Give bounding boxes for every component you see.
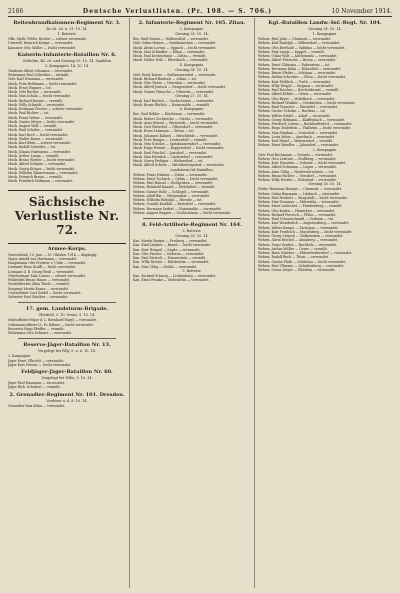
section-subheading: 3. Batterie. [182, 229, 202, 233]
casualty-entry: Musk. Bruno Werner — leicht verwundet. [8, 158, 76, 162]
section-heading: 2. Infanterie-Regiment Nr. 105. Zitau. [138, 20, 246, 26]
casualty-entry: Leutnant d. R. Georg Weiß — verwundet. [8, 269, 75, 274]
casualty-entry: Wehrm. Ernst Uhlmann — Rabenstein — tot. [258, 62, 331, 67]
casualty-entry: Musk. Hugo Wenzel — Ruppersdorf — leicht verwundet. [133, 146, 225, 151]
casualty-entry: Kan. Ernst Franke — Siebenlehn — verwundet. [133, 278, 210, 282]
casualty-entry: Major Arnold von Hartmann — verwundet. [8, 256, 78, 261]
casualty-entry: Wehrm. Otto Leistner — Stollberg — verwundet. [258, 156, 337, 161]
casualty-entry: Wehrm. Otto Berthold — Gablenz — leicht verwundet. [258, 45, 346, 50]
casualty-entry: Wehrm. Paul Ullmann — Scheibenberg — verwundet. [258, 263, 345, 268]
section-heading: Kaiserin-Infanterie-Bataillon Nr. 6. [17, 51, 117, 58]
casualty-entry: Wehrm. Bruno Pfeifer — Schönau — verwundet. [258, 71, 336, 75]
casualty-entry: Musk. Robert Zschiesche — Ostritz — verwundet. [133, 116, 214, 121]
casualty-entry: Wehrm. Alfred Schramm — Lugau — verwundet. [258, 165, 337, 170]
casualty-entry: Musk. Willy Schmidt — verwundet. [8, 102, 65, 107]
section-subheading: Gerning 24. 10. 14. [308, 27, 342, 31]
casualty-entry: Wehrm. Gustav Schulze — Harthau — tot. [258, 109, 326, 114]
casualty-entry: Musk. Bruno Ehrlich — Hainewalde — vermißt. [133, 103, 210, 107]
section-rule [18, 338, 116, 339]
casualty-entry: Musk. Emil Püschel — Jonsdorf — verwundet. [133, 150, 208, 155]
section-heading: 8. Feld-Artillerie-Regiment Nr. 164. [142, 222, 242, 228]
casualty-entry: Musk. Alwin Lorenz — Oppach — leicht verwundet. [133, 45, 217, 50]
casualty-entry: Musk. Paul Richter — tot. [8, 111, 50, 116]
section-subheading: Gerning 28. 10. 14. [308, 182, 342, 187]
casualty-entry: Wehrm. Wilhelm Rudolph — Hörnitz — tot. [133, 198, 203, 202]
casualty-entry: Musk. Walter Bauer — verwundet. [8, 136, 64, 141]
casualty-entry: Wehrm. Franz Hübner — Zittau — verwundet. [133, 172, 208, 177]
header-rule [8, 16, 392, 17]
casualty-entry: Musk. Alfred Schmitz — verwundet. [8, 162, 67, 167]
casualty-entry: Musk. Wilhelm Zimmermann — verwundet. [8, 170, 79, 175]
casualty-entry: Wehrmann Otto Schwarz — verwundet. [8, 331, 72, 335]
casualty-entry: Unteroffizier Curt Seidel — leicht verwundet. [8, 290, 82, 295]
section-subheading: Gerning 28. 10. 14. [175, 32, 209, 36]
casualty-entry: Wehrm. Walter Kempe — Zschopau — verwundet. [258, 225, 339, 230]
issue-date: 10 November 1914. [331, 7, 392, 15]
casualty-entry: Musk. Otto Scholze — Spitzkunnersdorf — verwundet. [133, 142, 222, 146]
casualty-entry: Jäger Ernst Ulbricht — verwundet. [8, 358, 65, 363]
casualty-entry: Wehrm. Max Trommer — Mittweida — verwundet. [258, 200, 340, 204]
casualty-entry: Wehrm. Friedrich Lorenz — Burkhardtsdorf — verwundet. [258, 122, 353, 126]
casualty-entry: Wehrm. Oskar Baumann — Limbach — verwundet. [258, 191, 341, 196]
casualty-entry: Musk. Gustav Wünsche — Oderwitz — verwundet. [133, 89, 215, 94]
casualty-entry: Wehrm. Ernst Tschirch — Oybin — leicht verwundet. [133, 176, 219, 181]
section-subheading: Landsturm-Inf.-Bataillon. [170, 167, 214, 172]
casualty-entry: Wehrm. Emil Tauscher — Einsiedel — verwundet. [258, 105, 339, 109]
casualty-entry: Wehrm. Arno Uhlig — Niederwürschnitz — tot. [258, 169, 335, 174]
casualty-entry: Musk. Kurt Klein — schwer verwundet. [8, 141, 72, 145]
column-divider [254, 18, 255, 588]
casualty-entry: Musk. Arthur Lange — vermißt. [8, 153, 60, 158]
casualty-entry: Generalstab, 10. Juni — 30. Oktober 1914 — Abgängig. [8, 252, 98, 257]
casualty-entry: Jäger Kurt Förster — leicht verwundet. [8, 362, 72, 367]
casualty-entry: Ordonnanzoffizier Lt. Fr. Böhme — leicht verwundet. [8, 322, 94, 327]
casualty-entry: Musk. Alfred Jentsch — Neugersdorf — leicht verwundet. [133, 85, 227, 90]
casualty-entry: Wehrm. Emil Schaarschmidt — Oederan — tot. [258, 217, 334, 221]
casualty-entry: Musk. Paul Kretzschmar — Zittau — vermißt. [133, 54, 207, 58]
section-subheading: 2. Kompagnie. [312, 147, 338, 152]
casualty-entry: Wehrm. Oskar Wolf — Altchemnitz — verwundet. [258, 54, 338, 58]
casualty-entry: Musk. Johann Hartmann — verwundet. [8, 149, 72, 154]
casualty-entry: Musk. Walter Pohl — Ebersbach — verwundet. [133, 58, 209, 63]
casualty-entry: Wehrm. Otto Kaden — Hainichen — verwundet. [258, 208, 336, 213]
casualty-entry: Wehrm. Hermann Kühn — Röhrsdorf — verwundet. [258, 66, 342, 71]
casualty-entry: Musk. Georg Fiebiger — Waltersdorf — tot. [133, 159, 204, 163]
casualty-entry: Musk. August Wolf — vermißt. [8, 124, 58, 128]
heavy-rule [8, 190, 126, 191]
casualty-entry: Musk. Heinrich Braun — vermißt. [8, 175, 63, 179]
casualty-entry: Wehrm. Ernst Wendler — Jahnsdorf — verwundet. [258, 143, 340, 148]
casualty-entry: Wehrm. Albert Fritzsche — Borna — verwundet. [258, 58, 337, 63]
casualty-entry: Wehrm. Willy Nestler — Hohndorf — verwundet. [258, 178, 337, 182]
casualty-entry: Gefr. Paul Bochmann — Zwönitz — verwundet. [258, 152, 334, 157]
casualty-entry: Wehrm. Karl Rudolph — Hilbersdorf — verwundet. [258, 41, 341, 46]
casualty-entry: Unteroff. Heinrich Kempe — verwundet. [8, 41, 74, 46]
section-heading: 17. gem. Landsturm-Brigade. [25, 306, 109, 313]
section-subheading: 1. Batterie. [57, 32, 77, 36]
column-1 [8, 18, 126, 588]
section-heading: Feldjäger-Jäger-Bataillon Nr. 60. [21, 369, 113, 375]
casualty-entry: Musk. Arno Hensel — Bernstadt — leicht verwundet. [133, 120, 219, 125]
casualty-entry: Musk. Curt Rietschel — Olbersdorf — verwundet. [133, 125, 214, 129]
casualty-entry: Wehrm. Oswin Meyer — Elterlein — verwundet. [258, 268, 336, 272]
casualty-entry: Wehrmann Paul Schreiber — vermißt. [8, 73, 70, 77]
casualty-entry: Musk. Hermann Fischer — schwer verwundet. [8, 107, 84, 111]
casualty-entry: Musk. Max Schulz — leicht verwundet. [8, 94, 72, 99]
section-rule [18, 302, 116, 303]
casualty-entry: Wehrm. Paul Neubert — Burgstädt — leicht verwundet. [258, 195, 348, 200]
casualty-entry: Wehrm. Georg Lötzsch — Wolkenstein — verwundet. [258, 234, 344, 238]
casualty-entry: Musk. Fritz Renger — Leutersdorf — vermißt. [133, 137, 208, 142]
casualty-entry: Wehrm. Adolf Bär — Wittgendorf — verwundet. [133, 193, 210, 198]
casualty-entry: Wehrm. Hans Günther — Ehrenfriedersdorf — verwundet. [258, 251, 353, 255]
section-subheading: 3. Kompagnie. [179, 27, 205, 31]
casualty-entry: Wehrm. Walter Seidel — Adorf — verwundet. [258, 113, 331, 118]
casualty-entry: Musk. Max Schindler — Eibau — verwundet. [133, 49, 206, 54]
casualty-entry: Musk. Ernst Lehmann — Zittau — tot. [133, 129, 195, 134]
publication-title: Deutsche Verlustlisten. [82, 7, 185, 15]
casualty-entry: Wehrm. Ernst Liebscher — Frankenberg — vermißt. [258, 204, 343, 209]
casualty-entry: Wehrm. Kurt Fröhlich — Furth — verwundet. [258, 79, 332, 84]
casualty-entry: Wehrm. Hermann Seifert — Hainewalde — verwundet. [133, 206, 222, 211]
casualty-entry: Reservist Hugo Pfeiffer — vermißt. [8, 326, 65, 331]
casualty-entry: Musk. Richard Krause — vermißt. [8, 98, 63, 103]
casualty-entry: Musk. Ernst Wagner — tot. [8, 85, 52, 90]
casualty-entry: Wehrm. August Wagner — Großschönau — leicht verwundet. [133, 210, 232, 215]
section-heading: Kgl.-Bataillon Landw.-Inf.-Regt. Nr. 104. [268, 20, 382, 26]
casualty-entry: Musk. Otto Becker — verwundet. [8, 90, 62, 94]
section-subheading: Vordürer a. d. 8. 10. 14. [46, 398, 88, 403]
casualty-entry: Hauptmann Otto Freiherr v. Uslar — verwundet. [8, 261, 87, 265]
casualty-entry: Wehrm. Arthur Schreiter — Glösa — leicht verwundet. [258, 75, 347, 80]
casualty-entry: 2. Kompagnie. [8, 354, 32, 359]
casualty-entry: Wehrm. Gustav Rolle — Schlegel — verwundet. [133, 189, 210, 194]
casualty-entry: Kanonier Otto Müller — leicht verwundet. [8, 45, 77, 50]
section-subheading: Oberfeld, 3. 10. Grenz. 5. 10. 14. [38, 313, 96, 318]
casualty-entry: Wehrm. Kurt Friedrich — Marienberg — leicht verwundet. [258, 229, 353, 234]
casualty-entry: Kan. Martin Berger — Freiberg — verwundet. [133, 239, 208, 243]
casualty-entry: Feldwebel Bruno Haase — verwundet. [8, 278, 71, 282]
casualty-entry: Oberleutnant Max Lorenz — schwer verwundet. [8, 273, 86, 278]
casualty-entry: Res. Paul Rößler — Reichenau — verwundet. [133, 112, 206, 117]
casualty-entry: Kan. Max Uhlig — Mulda — verwundet. [133, 264, 198, 269]
column-2 [133, 18, 251, 588]
header-title [83, 8, 272, 15]
casualty-entry: Musk. Karl Koch — leicht verwundet. [8, 132, 69, 137]
casualty-entry: Stabsoffizier Major d. L. Bernhard Engel — verwundet. [8, 318, 98, 323]
section-subheading: Bo 28. 26. u. 31. 10. 14. [46, 27, 88, 31]
section-heading: Reitenbrandkalonnen-Regiment Nr. 3. [13, 20, 121, 26]
casualty-entry: Musk. Franz Weber — verwundet. [8, 115, 64, 120]
casualty-entry: Jäger Paul Naumann — verwundet. [8, 381, 65, 385]
casualty-entry: Wehrm. Gustav Flath — Schlettau — leicht verwundet. [258, 259, 347, 264]
casualty-entry: Musk. Fritz Hoffmann — leicht verwundet. [8, 81, 78, 86]
casualty-entry: Musk. Emil Schäfer — verwundet. [8, 128, 64, 133]
casualty-entry: Musk. Alfred Schöne — Mittelherwigsdorf — verwundet. [133, 163, 225, 168]
casualty-entry: Kan. Willy Richter — Halsbrücke — verwundet. [133, 260, 210, 265]
section-heading: 2. Grenadier-Regiment Nr. 101. Dresden. [9, 391, 125, 398]
casualty-entry: Musk. Friedrich Hofmann — verwundet. [8, 179, 74, 184]
casualty-entry: Musk. Georg Krüger — leicht verwundet. [8, 166, 75, 171]
casualty-entry: Wehrm. Louis Meier — Auerbach — verwundet. [258, 134, 336, 139]
section-subheading: Gefechte, Kö. 28. und Gerning 29. 10. 14. Saufuhra [22, 58, 112, 63]
casualty-entry: Musk. Richard Hantsch — Löbau — tot. [133, 76, 198, 81]
page-number: 2186 [8, 7, 24, 15]
section-heading: Armee-Korps. [47, 245, 87, 252]
section-subheading: Gerning 28. 10. 14. [175, 234, 209, 238]
casualty-entry: Musk. Max Heinrich — Lückendorf — verwundet. [133, 154, 214, 159]
casualty-entry: Wehrm. Oswald Kaulfuß — Bertsdorf — verwundet. [133, 202, 217, 207]
casualty-entry: Gefr. Karl Neumann — verwundet. [8, 77, 64, 82]
casualty-entry: Wehrm. Reinhold Kunath — Dittelsdorf — vermißt. [133, 185, 216, 190]
casualty-entry: Wehrm. Franz Zenker — Buchholz — verwundet. [258, 242, 338, 247]
casualty-entry: Res. Emil Martin — Walbrosdorf — verwundet. [133, 37, 209, 41]
section-subheading: 3. Kompagnie. 14. 10. 14. [44, 63, 90, 68]
casualty-entry: Wehrm. Otto Beyer — Mittelbach — verwundet. [258, 96, 336, 101]
casualty-entry: Offz. Stellv. Feldw. Richter — schwer verwundet. [8, 37, 87, 41]
casualty-entry: Wehrm. Paul Roscher — Reichenbrand — vermißt. [258, 88, 340, 92]
casualty-entry: Wehrm. Max Lange — Kappel — vermißt. [258, 49, 325, 54]
casualty-entry: Wehrm. Alwin Reichel — Annaberg — verwundet. [258, 238, 339, 243]
section-subheading: Vorgelegt bei Pilly, 5. u. 6. 10. 14. [38, 349, 96, 354]
issue-number: (Pr. 198. — S. 706.) [187, 7, 272, 15]
heavy-rule [8, 243, 126, 244]
casualty-entry: Musk. Gustav Meyer — leicht verwundet. [8, 119, 76, 124]
casualty-entry: Musk. Johannes Kühnel — Hirschfelde — verwundet. [133, 133, 219, 138]
casualty-entry: Musk. Rudolf Schröder — tot. [8, 145, 57, 150]
casualty-entry: Wehrm. Bruno Richter — Gersdorf — verwundet. [258, 173, 338, 178]
section-heading: Reserve-Jäger-Bataillon Nr. 13. [23, 342, 111, 349]
casualty-entry: Wehrm. Richard Pietzsch — Flöha — verwundet. [258, 212, 337, 217]
casualty-entry: Kan. Emil Lindner — Brand — leicht verwundet. [133, 243, 212, 248]
casualty-entry: Wehrm. Kurt Haustein — Oelsnitz — leicht verwundet. [258, 161, 347, 165]
section-subheading: Gerning 24. 10. 14. [175, 67, 209, 72]
casualty-entry: Kan. Otto Fischer — Oederan — verwundet. [133, 251, 205, 256]
casualty-entry: Gefr. Ernst Kaiser — Seifhennersdorf — verwundet. [133, 72, 217, 77]
casualty-entry: Tambour Albert Lehmann — verwundet. [8, 68, 73, 73]
section-heading: Sächsische Verlustliste Nr. 72. [14, 194, 120, 237]
section-subheading: 1. Kompagnie. [312, 32, 338, 36]
casualty-entry: Gefr. Oskar Heinze — Grünhainichen — verwundet. [133, 41, 217, 46]
section-rule [143, 218, 241, 219]
casualty-entry: Leutnant Hans Krafft — leicht verwundet. [8, 265, 76, 270]
section-subheading: 5. Batterie. [182, 268, 202, 273]
casualty-entry: Wehrm. Max Stephan — Gornsdorf — verwundet. [258, 130, 338, 135]
casualty-entry: Kan. Richard Schurig — Lichtenberg — verwundet. [133, 273, 217, 278]
column-3 [258, 18, 392, 588]
casualty-entry: Vizefeldwebel Albin Thiele — vermißt. [8, 282, 70, 287]
casualty-entry: Kan. Kurt Hempel — Sayda — verwundet. [133, 247, 201, 252]
casualty-entry: Wehrm. Alfred Köhler — Grüna — verwundet. [258, 92, 332, 97]
casualty-entry: Musk. Karl Bartsch — Großschönau — verwundet. [133, 98, 215, 103]
casualty-entry: Wehrm. Paul Hänsel — Eichgraben — verwundet. [133, 181, 214, 185]
casualty-entry: Wehrm. Paul Jahn — Chemnitz — verwundet. [258, 37, 331, 41]
casualty-entry: Grenadier Max Kühn — verwundet. [8, 403, 66, 408]
casualty-entry: Gefreiter Paul Günther — verwundet. [8, 295, 69, 299]
column-divider [129, 18, 130, 588]
casualty-entry: Wehrm. Georg Hofmann — Klaffenbach — verwundet. [258, 117, 346, 122]
casualty-entry: Sergeant Moritz Kunze — verwundet. [8, 286, 69, 291]
casualty-entry: Jäger Rich. Schubert — vermißt. [8, 385, 61, 390]
section-subheading: Gerning 27. 10. 14. [175, 93, 209, 98]
casualty-entry: Wehrm. Rudolf Beck — Thum — verwundet. [258, 255, 330, 260]
section-subheading: Vorgelegt bei Wiltz, 3. 10. 14. [41, 376, 93, 380]
casualty-entry: Kan. Paul Dietrich — Frauenstein — vermißt. [133, 256, 207, 260]
casualty-entry: Wehrm. Willy Weigel — Siegmar — verwundet. [258, 83, 334, 88]
casualty-entry: Wehrm. Karl Hänel — Meinersdorf — vermißt. [258, 139, 334, 143]
casualty-entry: Wehrm. Karl Wunderlich — Augustusburg — verwundet. [258, 221, 350, 226]
casualty-entry: Feldw. Hermann Hunger — Chemnitz — verwundet. [258, 187, 343, 192]
casualty-entry: Wehrm. Hugo Enderlein — Thalheim — leicht verwundet. [258, 126, 351, 131]
section-subheading: 6. Kompagnie. [179, 107, 205, 112]
casualty-entry: Wehrm. Arthur Müller — Geyer — vermißt. [258, 246, 328, 251]
page-header [8, 6, 392, 16]
casualty-entry: Wehrm. Richard Winkler — Neukirchen — leicht verwundet. [258, 100, 356, 105]
section-subheading: 4. Kompagnie. [179, 62, 205, 67]
casualty-entry: Musk. Otto Tietze — Herrnhut — verwundet. [133, 81, 206, 85]
